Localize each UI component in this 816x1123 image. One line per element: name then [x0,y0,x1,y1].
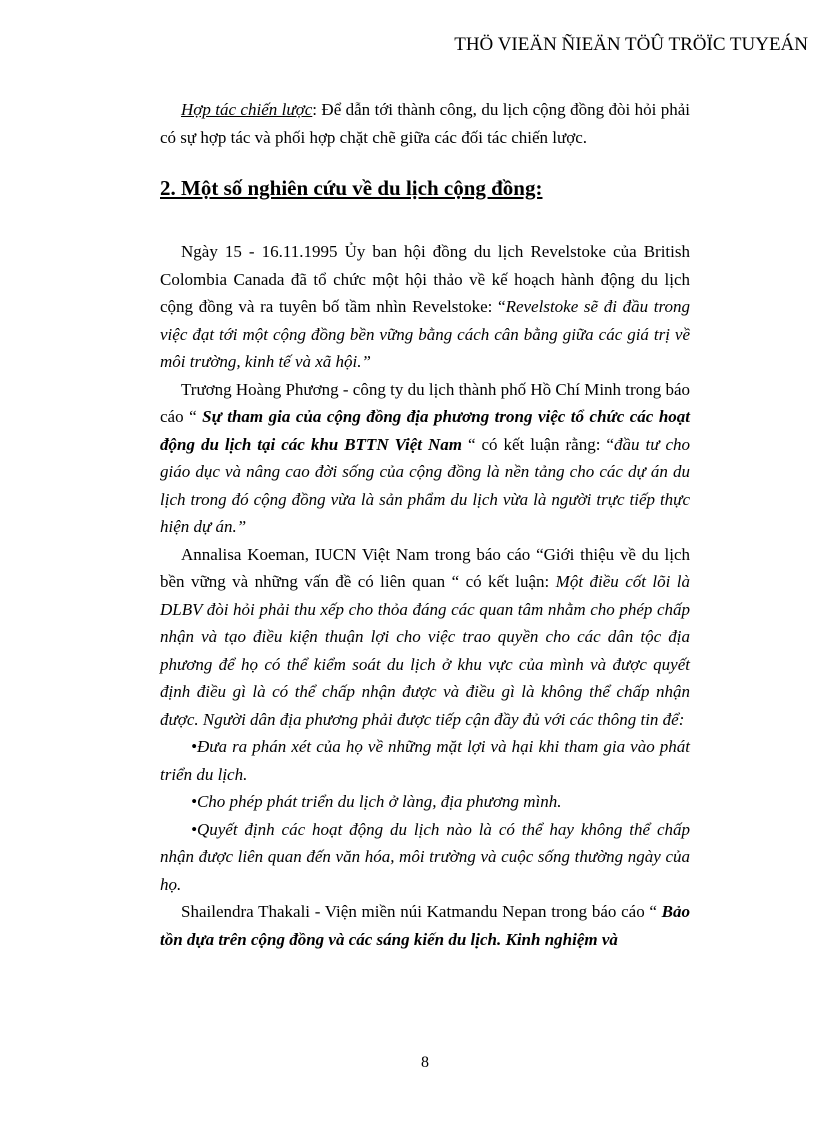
page-number: 8 [421,1054,429,1071]
running-header: THÖ VIEÄN ÑIEÄN TÖÛ TRÖÏC TUYEÁN [454,34,808,55]
p2-title: Sự tham gia của cộng đồng địa phương trong việc tổ chức các hoạt động du lịch tại các khu BTTN Việt Nam [160,407,690,454]
intro-text: : Để dẫn tới thành công, du lịch cộng đồng đòi hỏi phải có sự hợp tác và phối hợp chặt chẽ giữa các đối tác chiến lược. [160,100,691,147]
list-item: •Cho phép phát triển du lịch ở làng, địa phương mình. [191,792,562,811]
p1-text: Ngày 15 - 16.11.1995 Ủy ban hội đồng du lịch Revelstoke của British Colombia Canada đã tổ chức một hội thảo về kế hoạch hành động du lịch cộng đồng và ra tuyên bố tầm nhìn Revelstoke: “ [160,242,690,316]
section-title: 2. Một số nghiên cứu về du lịch cộng đồng: [160,176,543,200]
p4-text: Shailendra Thakali - Viện miền núi Katmandu Nepan trong báo cáo “ [181,902,662,921]
paragraph-truong-hoang-phuong [160,376,690,541]
p1-quote: Revelstoke sẽ đi đầu trong việc đạt tới một cộng đồng bền vững bằng cách cân bằng giữa các giá trị về môi trường, kinh tế và xã hội.” [160,297,691,371]
p4-title: Bảo tồn dựa trên cộng đồng và các sáng kiến du lịch. Kinh nghiệm và [160,902,690,949]
paragraph-annalisa-koeman [160,541,690,734]
intro-label: Hợp tác chiến lược [181,100,313,119]
paragraph-revelstoke [160,238,690,376]
page-body [160,96,690,953]
p2-quote: đầu tư cho giáo dục và nâng cao đời sống của cộng đồng là nền tảng cho các dự án du lịch trong đó cộng đồng vừa là sản phẩm du lịch vừa là người trực tiếp thực hiện dự án.” [160,434,690,536]
p2-mid: “ có kết luận rằng: “ [461,434,614,454]
intro-paragraph [160,96,690,151]
list-item: •Đưa ra phán xét của họ về những mặt lợi và hại khi tham gia vào phát triển du lịch. [160,737,690,784]
p2-text: Trương Hoàng Phương - công ty du lịch thành phố Hồ Chí Minh trong báo cáo “ [160,379,690,426]
p3-quote: Một điều cốt lõi là DLBV đòi hỏi phải thu xếp cho thỏa đáng các quan tâm nhằm cho phép chấp nhận và tạo điều kiện thuận lợi cho việc trao quyền cho các dân tộc địa phương để họ có thể kiểm soát du lịch ở khu vực của mình và được quyết định điều gì là có thể chấp nhận được và điều gì là không thể chấp nhận được. Người dân địa phương phải được tiếp cận đầy đủ với các thông tin để: [160,572,690,729]
p3-text: Annalisa Koeman, IUCN Việt Nam trong báo cáo “Giới thiệu về du lịch bền vững và những vấn đề có liên quan “ có kết luận: [160,544,690,591]
list-item: •Quyết định các hoạt động du lịch nào là có thể hay không thể chấp nhận được liên quan đến văn hóa, môi trường và cuộc sống thường ngày của họ. [160,819,690,894]
paragraph-shailendra-thakali [160,898,690,953]
